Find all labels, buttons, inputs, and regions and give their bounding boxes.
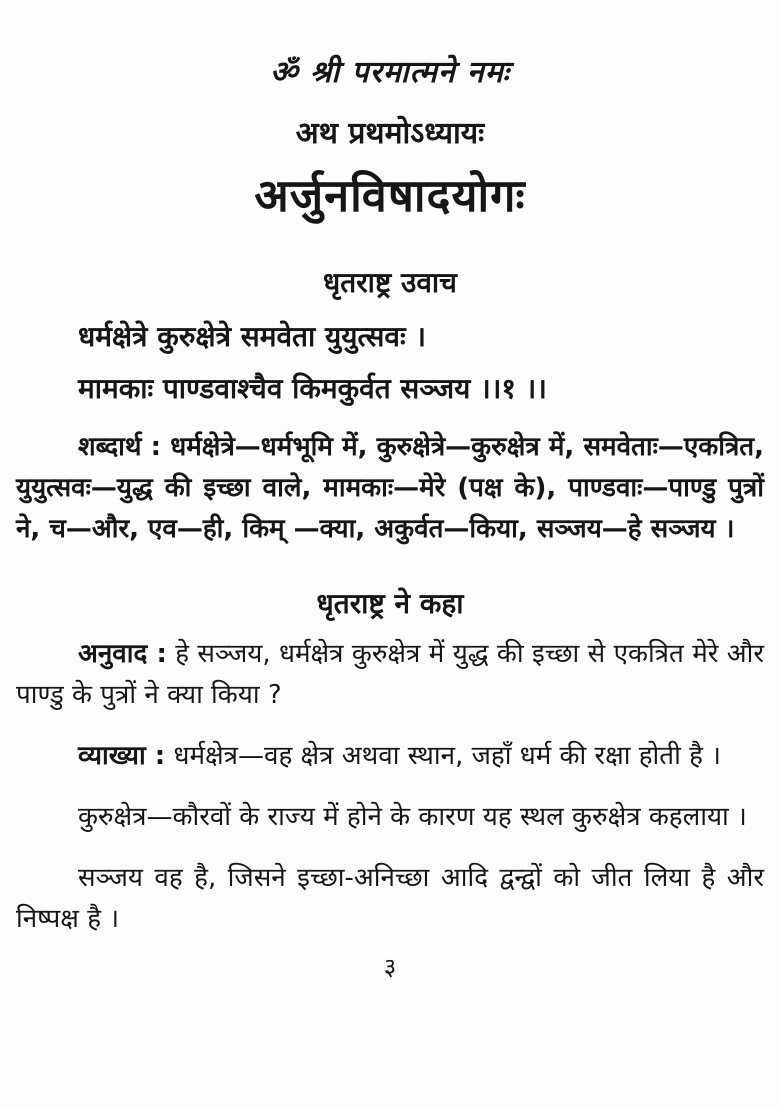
vyakhya-label: व्याख्या : <box>78 740 166 771</box>
anuvad-paragraph <box>16 634 764 716</box>
page-number: ३ <box>383 953 397 982</box>
speaker-heading-hindi: धृतराष्ट्र ने कहा <box>316 586 464 620</box>
vyakhya-paragraph <box>16 736 764 777</box>
shabdarth-label: शब्दार्थ : <box>78 431 162 462</box>
shloka-verse <box>16 311 764 415</box>
anuvad-label: अनुवाद : <box>78 638 167 669</box>
sanjay-paragraph: सञ्जय वह है, जिसने इच्छा-अनिच्छा आदि द्वन्द्वों को जीत लिया है और निष्पक्ष है । <box>16 863 764 935</box>
kurukshetra-paragraph: कुरुक्षेत्र—कौरवों के राज्य में होने के कारण यह स्थल कुरुक्षेत्र कहलाया । <box>78 802 747 833</box>
speaker-heading-sanskrit: धृतराष्ट्र उवाच <box>323 266 457 299</box>
shloka-line-2: मामकाः पाण्डवाश्चैव किमकुर्वत सञ्जय ।।१ ।। <box>78 371 547 405</box>
page-title: अर्जुनविषादयोगः <box>254 169 526 222</box>
vyakhya-text: धर्मक्षेत्र—वह क्षेत्र अथवा स्थान, जहाँ धर्म की रक्षा होती है । <box>173 740 722 771</box>
invocation-line: ॐ श्री परमात्मने नमः <box>270 55 510 90</box>
anuvad-text: हे सञ्जय, धर्मक्षेत्र कुरुक्षेत्र में युद्ध की इच्छा से एकत्रित मेरे और पाण्डु के पुत्रों ने क्या किया ? <box>16 638 764 710</box>
shabdarth-text: धर्मक्षेत्रे—धर्मभूमि में, कुरुक्षेत्रे—कुरुक्षेत्र में, समवेताः—एकत्रित, युयुत्सवः—युद्ध की इच्छा वाले, मामकाः—मेरे (पक्ष के), पाण्डवाः—पाण्डु पुत्रों ने, च—और, एव—ही, किम् —क्या, अकुर्वत—किया, सञ्जय—हे सञ्जय । <box>16 431 764 544</box>
shabdarth-paragraph <box>16 427 764 550</box>
chapter-heading: अथ प्रथमोऽध्यायः <box>295 116 485 151</box>
shloka-line-1: धर्मक्षेत्रे कुरुक्षेत्रे समवेता युयुत्सवः । <box>78 320 426 353</box>
